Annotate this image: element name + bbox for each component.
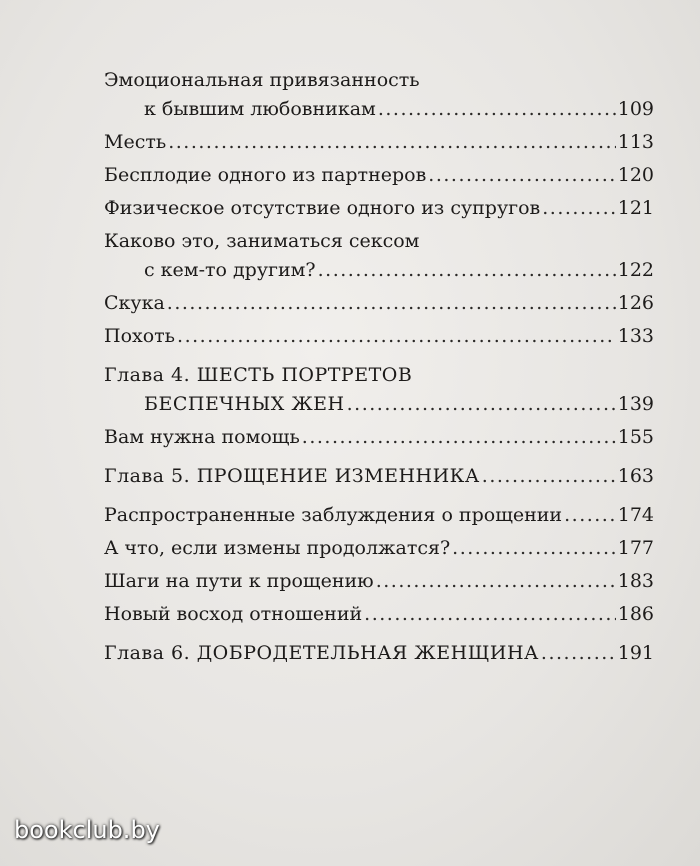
watermark-logo: bookclub.by [14,816,160,844]
toc-page-number: 122 [617,259,654,281]
toc-entry [104,567,654,596]
toc-entry [104,600,654,629]
toc-entry [104,423,654,452]
toc-entry-title: Месть [104,131,167,153]
dot-leader [482,462,616,491]
toc-entry-title: Новый восход отношений [104,603,363,625]
toc-entry-title-line1: Каково это, заниматься сексом [104,230,420,252]
toc-page-number: 126 [617,292,654,314]
toc-entry-title: Шаги на пути к прощению [104,570,374,592]
toc-entry-title: Вам нужна помощь [104,426,300,448]
dot-leader [318,256,616,285]
chapter-title: Глава 5. ПРОЩЕНИЕ ИЗМЕННИКА [104,465,480,487]
dot-leader [541,639,616,668]
dot-leader [428,161,615,190]
toc-entry [104,194,654,223]
dot-leader [542,194,615,223]
toc-entry-title: Распространенные заблуждения о прощении [104,504,563,526]
toc-entry-title: Физическое отсутствие одного из супругов [104,197,541,219]
dot-leader [347,390,616,419]
toc-entry-title-line2: с кем-то другим? [144,259,316,281]
dot-leader [167,289,616,318]
toc-page-number: 186 [617,603,654,625]
toc-page-number: 174 [617,504,654,526]
dot-leader [378,95,616,124]
toc-entry [104,322,654,351]
toc-entry [104,534,654,563]
toc-page-number: 177 [617,537,654,559]
dot-leader [564,501,616,530]
toc-page-number: 183 [617,570,654,592]
toc-entry-title-line1: Эмоциональная привязанность [104,69,420,91]
toc-chapter-entry [104,361,654,419]
toc-page-number: 133 [617,325,654,347]
dot-leader [302,423,616,452]
toc-entry-title: А что, если измены продолжатся? [104,537,451,559]
toc-entry [104,161,654,190]
dot-leader [364,600,616,629]
toc-page-number: 163 [617,465,654,487]
dot-leader [168,128,616,157]
toc-page-number: 109 [617,98,654,120]
chapter-title: Глава 6. ДОБРОДЕТЕЛЬНАЯ ЖЕНЩИНА [104,642,539,664]
toc-entry [104,289,654,318]
toc-page-number: 155 [617,426,654,448]
toc-page-number: 113 [617,131,654,153]
chapter-title-line2: БЕСПЕЧНЫХ ЖЕН [144,393,345,415]
dot-leader [177,322,616,351]
chapter-title-line1: Глава 4. ШЕСТЬ ПОРТРЕТОВ [104,364,413,386]
toc-entry-title-line2: к бывшим любовникам [144,98,376,120]
toc-chapter-entry [104,639,654,668]
toc-page-number: 120 [617,164,654,186]
dot-leader [452,534,616,563]
toc-entry [104,66,654,124]
toc-entry-title: Бесплодие одного из партнеров [104,164,427,186]
toc-page-number: 191 [617,642,654,664]
toc-entry [104,227,654,285]
toc-entry [104,128,654,157]
toc-entry-title: Похоть [104,325,176,347]
table-of-contents [104,66,654,668]
toc-page-number: 139 [617,393,654,415]
toc-entry [104,501,654,530]
toc-chapter-entry [104,462,654,491]
dot-leader [376,567,616,596]
toc-page-number: 121 [617,197,654,219]
toc-entry-title: Скука [104,292,165,314]
